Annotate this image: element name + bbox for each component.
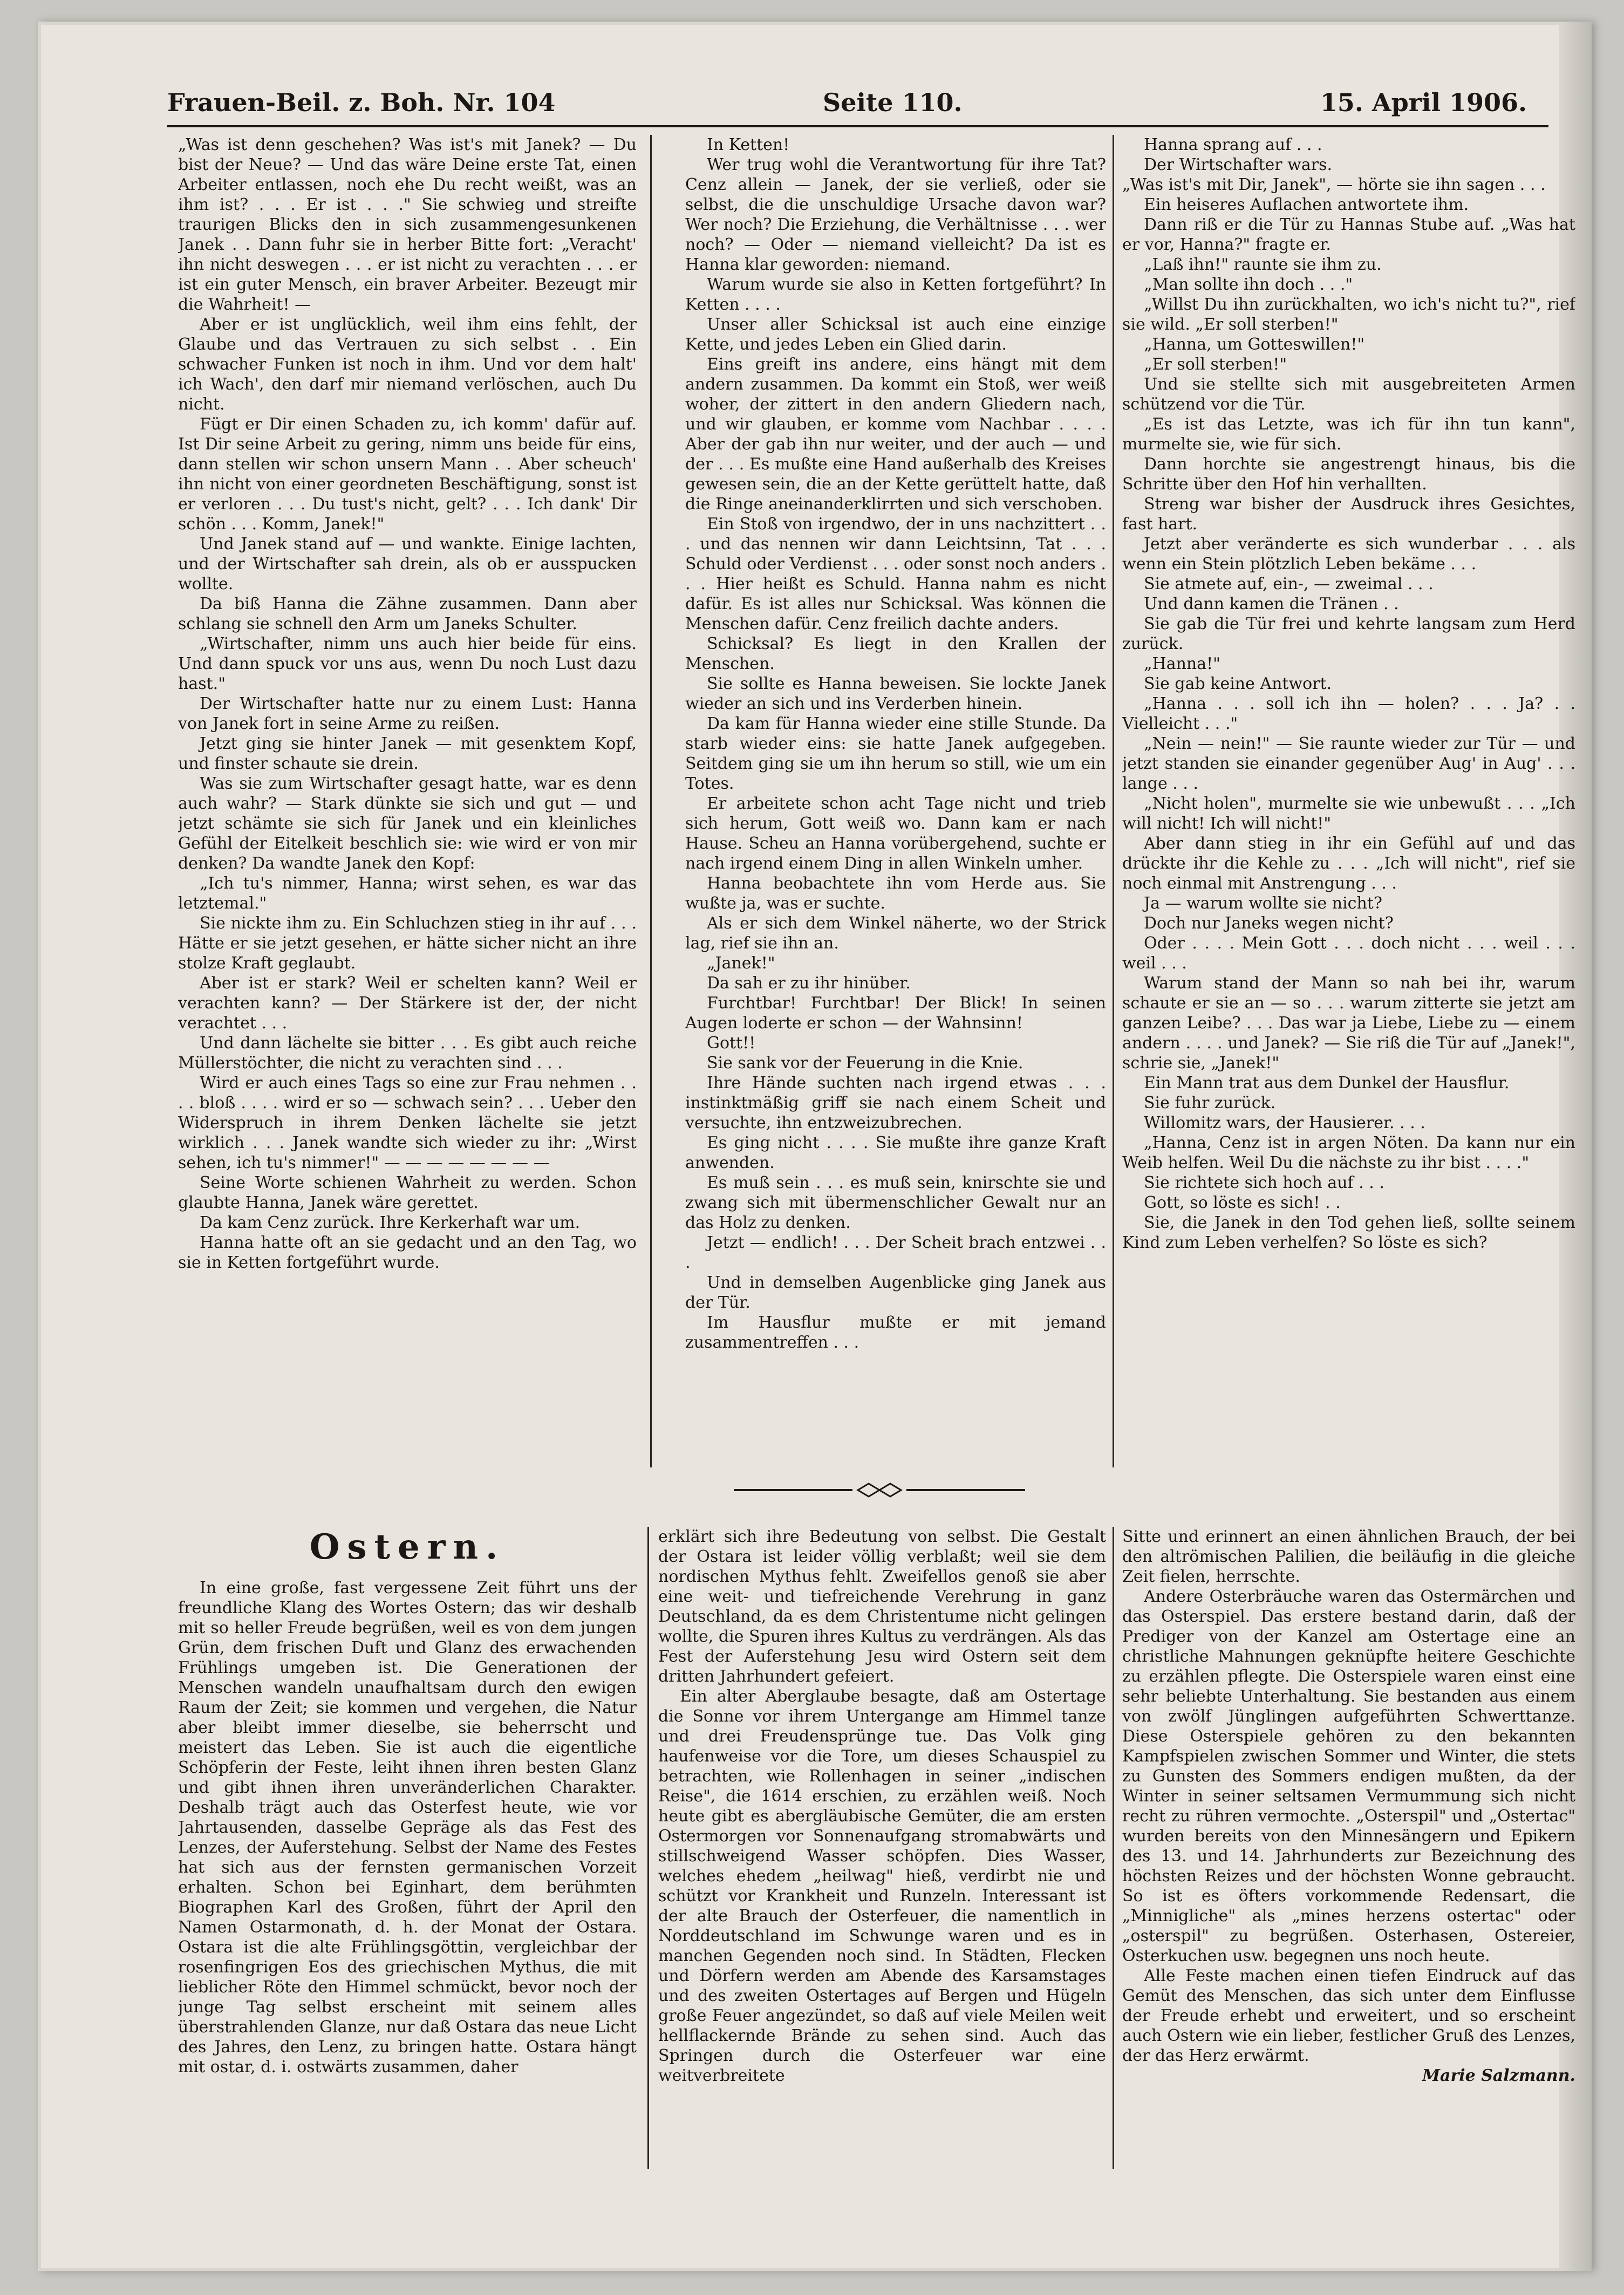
paragraph: Sie fuhr zurück. bbox=[1144, 1094, 1276, 1112]
story-column-1 bbox=[178, 135, 637, 1473]
paragraph: Furchtbar! Furchtbar! Der Blick! In seinen Augen loderte er schon — der Wahnsinn! bbox=[685, 994, 1106, 1033]
paragraph: Und dann kamen die Tränen . . bbox=[1144, 595, 1399, 613]
paragraph: Sie gab die Tür frei und kehrte langsam zum Herd zurück. bbox=[1122, 614, 1575, 653]
paragraph: Sitte und erinnert an einen ähnlichen Brauch, der bei den altrömischen Palilien, die beiläufig in die gleiche Zeit fielen, herrschte. bbox=[1122, 1527, 1575, 1586]
paragraph: Dann riß er die Tür zu Hannas Stube auf. „Was hat er vor, Hanna?" fragte er. bbox=[1122, 215, 1575, 254]
header-date: 15. April 1906. bbox=[1320, 88, 1527, 117]
paragraph: Aber ist er stark? Weil er schelten kann? Weil er verachten kann? — Der Stärkere ist der, der nicht verachtet . . . bbox=[178, 974, 637, 1033]
column-rule bbox=[1113, 135, 1114, 1467]
paragraph: Und in demselben Augenblicke ging Janek aus der Tür. bbox=[685, 1273, 1106, 1312]
paragraph: „Was ist's mit Dir, Janek", — hörte sie ihn sagen . . . bbox=[1122, 175, 1546, 194]
story-column-3 bbox=[1122, 135, 1575, 1473]
paragraph: Gott, so löste es sich! . . bbox=[1144, 1193, 1341, 1212]
column-rule bbox=[1113, 1527, 1114, 2169]
paragraph: „Man sollte ihn doch . . ." bbox=[1144, 275, 1353, 294]
paragraph: Andere Osterbräuche waren das Ostermärchen und das Osterspiel. Das erstere bestand darin, daß der Prediger von der Kanzel am Ostertage eine an christliche Mahnungen geknüpfte heitere Geschichte zu erzählen pflegte. Die Osterspiele waren einst eine sehr beliebte Unterhaltung. Sie bestanden aus einem von zwölf Jünglingen aufgeführten Schwerttanze. Diese Osterspiele gehören zu den bekannten Kampfspielen zwischen Sommer und Winter, die stets zu Gunsten des Sommers endigen mußten, da der Winter in seiner seltsamen Vermummung sich nicht recht zu rühren vermochte. „Osterspil" und „Ostertac" wurden bereits von den Minnesängern und Epikern des 13. und 14. Jahrhunderts zur Bezeichnung des höchsten Reizes und der höchsten Wonne gebraucht. So ist es öfters vorkommende Redensart, die „Minnigliche" als „mines herzens ostertac" oder „osterspil" zu begrüßen. Osterhasen, Ostereier, Osterkuchen usw. begegnen uns noch heute. bbox=[1122, 1587, 1575, 1965]
paragraph: Unser aller Schicksal ist auch eine einzige Kette, und jedes Leben ein Glied darin. bbox=[685, 315, 1106, 354]
paragraph: Als er sich dem Winkel näherte, wo der Strick lag, rief sie ihn an. bbox=[685, 914, 1106, 953]
article-column-1 bbox=[178, 1578, 637, 2177]
paragraph: Der Wirtschafter wars. bbox=[1144, 155, 1333, 174]
paragraph: Gott!! bbox=[707, 1034, 756, 1053]
paragraph: In eine große, fast vergessene Zeit führt uns der freundliche Klang des Wortes Ostern; das wir deshalb mit so heller Freude begrüßen, weil es von dem jungen Grün, dem frischen Duft und Glanz des erwachenden Frühlings umgeben ist. Die Generationen der Menschen wandeln unaufhaltsam durch den ewigen Raum der Zeit; sie kommen und vergehen, die Natur aber bleibt immer dieselbe, sie beherrscht und meistert das Leben. Sie ist auch die eigentliche Schöpferin der Feste, leiht ihnen ihren besten Glanz und gibt ihnen ihren unveränderlichen Charakter. Deshalb trägt auch das Osterfest heute, wie vor Jahrtausenden, dasselbe Gepräge als das Fest des Lenzes, der Auferstehung. Selbst der Name des Festes hat sich aus der fernsten germanischen Vorzeit erhalten. Schon bei Eginhart, dem berühmten Biographen Karl des Großen, führt der April den Namen Ostarmonath, d. h. der Monat der Ostara. Ostara ist die alte Frühlingsgöttin, vergleichbar der rosenfingrigen Eos des griechischen Mythus, die mit lieblicher Röte den Himmel schmückt, bevor noch der junge Tag selbst erscheint mit seinem alles überstrahlenden Glanze, nur daß Ostara das neue Licht des Jahres, den Lenz, zu bringen hatte. Ostara hängt mit ostar, d. i. ostwärts zusammen, daher bbox=[178, 1579, 637, 2077]
paragraph: Da sah er zu ihr hinüber. bbox=[707, 974, 911, 993]
paragraph: Warum wurde sie also in Ketten fortgeführt? In Ketten . . . . bbox=[685, 275, 1106, 314]
paragraph: Aber er ist unglücklich, weil ihm eins fehlt, der Glaube und das Vertrauen zu sich selbst . . Ein schwacher Funken ist noch in ihm. Und vor dem halt' ich Wach', den darf mir niemand verlöschen, auch Du nicht. bbox=[178, 315, 637, 414]
paragraph: Ein Mann trat aus dem Dunkel der Hausflur. bbox=[1144, 1074, 1510, 1092]
ornament-divider bbox=[728, 1479, 1031, 1501]
paragraph: Er arbeitete schon acht Tage nicht und trieb sich herum, Gott weiß wo. Dann kam er nach Hause. Scheu an Hanna vorübergehend, suchte er nach irgend einem Ding in allen Winkeln umher. bbox=[685, 794, 1106, 873]
column-rule bbox=[647, 1527, 649, 2169]
header-page-number: Seite 110. bbox=[823, 88, 963, 117]
article-title: Ostern. bbox=[309, 1527, 506, 1567]
paragraph: In Ketten! bbox=[707, 135, 790, 154]
paragraph: Hanna beobachtete ihn vom Herde aus. Sie wußte ja, was er suchte. bbox=[685, 874, 1106, 913]
paragraph: Sie gab keine Antwort. bbox=[1144, 674, 1332, 693]
paragraph: Es muß sein . . . es muß sein, knirschte sie und zwang sich mit übermenschlicher Gewalt nur an das Holz zu denken. bbox=[685, 1173, 1106, 1232]
paragraph: „Nicht holen", murmelte sie wie unbewußt . . . „Ich will nicht! Ich will nicht!" bbox=[1122, 794, 1575, 833]
paragraph: Es ging nicht . . . . Sie mußte ihre ganze Kraft anwenden. bbox=[685, 1133, 1106, 1172]
paragraph: erklärt sich ihre Bedeutung von selbst. Die Gestalt der Ostara ist leider völlig verblaßt; weil sie dem nordischen Mythus fehlt. Zweifellos genoß sie aber eine weit- und tiefreichende Verehrung in ganz Deutschland, da es dem Christentume nicht gelingen wollte, die Spuren ihres Kultus zu verdrängen. Als das Fest der Auferstehung Jesu wird Ostern seit dem dritten Jahrhundert gefeiert. bbox=[658, 1527, 1106, 1686]
paragraph: Ja — warum wollte sie nicht? bbox=[1144, 894, 1382, 913]
paragraph: Sie atmete auf, ein-, — zweimal . . . bbox=[1144, 575, 1434, 593]
paragraph: „Wirtschafter, nimm uns auch hier beide für eins. Und dann spuck vor uns aus, wenn Du noch Lust dazu hast." bbox=[178, 634, 637, 693]
header-publication: Frauen-Beil. z. Boh. Nr. 104 bbox=[167, 88, 556, 117]
paragraph: Aber dann stieg in ihr ein Gefühl auf und das drückte ihr die Kehle zu . . . „Ich will nicht", rief sie noch einmal mit Anstrengung . . . bbox=[1122, 834, 1575, 893]
paragraph: „Hanna, Cenz ist in argen Nöten. Da kann nur ein Weib helfen. Weil Du die nächste zu ihr bist . . . ." bbox=[1122, 1133, 1575, 1172]
paragraph: Fügt er Dir einen Schaden zu, ich komm' dafür auf. Ist Dir seine Arbeit zu gering, nimm uns beide für eins, dann stellen wir schon unsern Mann . . Aber scheuch' ihn nicht von einer geordneten Beschäftigung, sonst ist er verloren . . . Du tust's nicht, gelt? . . . Ich dank' Dir schön . . . Komm, Janek!" bbox=[178, 415, 637, 534]
paragraph: Willomitz wars, der Hausierer. . . . bbox=[1144, 1114, 1425, 1132]
paragraph: Ein heiseres Auflachen antwortete ihm. bbox=[1144, 195, 1469, 214]
paragraph: Schicksal? Es liegt in den Krallen der Menschen. bbox=[685, 634, 1106, 673]
paragraph: Eins greift ins andere, eins hängt mit dem andern zusammen. Da kommt ein Stoß, wer weiß woher, der zittert in den andern Gliedern nach, und wir glauben, er komme vom Nachbar . . . . Aber der gab ihn nur weiter, und der auch — und der . . . Es mußte eine Hand außerhalb des Kreises gewesen sein, die an der Kette gerüttelt hatte, daß die Ringe aneinanderklirrten und sich verschoben. bbox=[685, 355, 1106, 514]
paragraph: „Janek!" bbox=[707, 954, 775, 973]
article-column-3 bbox=[1122, 1527, 1575, 2177]
paragraph: „Willst Du ihn zurückhalten, wo ich's nicht tu?", rief sie wild. „Er soll sterben!" bbox=[1122, 295, 1575, 334]
paragraph: „Ich tu's nimmer, Hanna; wirst sehen, es war das letztemal." bbox=[178, 874, 637, 913]
paragraph: Sie, die Janek in den Tod gehen ließ, sollte seinem Kind zum Leben verhelfen? So löste es sich? bbox=[1122, 1213, 1575, 1252]
paragraph: „Hanna, um Gotteswillen!" bbox=[1144, 335, 1365, 354]
paragraph: „Hanna!" bbox=[1144, 654, 1220, 673]
paragraph: Hanna hatte oft an sie gedacht und an den Tag, wo sie in Ketten fortgeführt wurde. bbox=[178, 1233, 637, 1272]
paragraph: Da kam für Hanna wieder eine stille Stunde. Da starb wieder eins: sie hatte Janek aufgegeben. Seitdem ging sie um ihn herum so still, wie um ein Totes. bbox=[685, 714, 1106, 793]
paragraph: Oder . . . . Mein Gott . . . doch nicht . . . weil . . . weil . . . bbox=[1122, 934, 1575, 973]
paragraph: „Was ist denn geschehen? Was ist's mit Janek? — Du bist der Neue? — Und das wäre Deine erste Tat, einen Arbeiter entlassen, noch ehe Du recht weißt, was an ihm ist? . . . Er ist . . ." Sie schwieg und streifte traurigen Blicks den in sich zusammengesunkenen Janek . . Dann fuhr sie in herber Bitte fort: „Veracht' ihn nicht deswegen . . . er ist nicht zu verachten . . . er ist ein guter Mensch, ein braver Arbeiter. Bezeugt mir die Wahrheit! — bbox=[178, 135, 637, 314]
paragraph: Da kam Cenz zurück. Ihre Kerkerhaft war um. bbox=[200, 1213, 581, 1232]
paragraph: Alle Feste machen einen tiefen Eindruck auf das Gemüt des Menschen, das sich unter dem Einflusse der Freude erhebt und erweitert, und so erscheint auch Ostern wie ein lieber, festlicher Gruß des Lenzes, der das Herz erwärmt. bbox=[1122, 1966, 1575, 2065]
paragraph: „Es ist das Letzte, was ich für ihn tun kann", murmelte sie, wie für sich. bbox=[1122, 415, 1575, 454]
paragraph: Ihre Hände suchten nach irgend etwas . . . instinktmäßig griff sie nach einem Scheit und versuchte, ihn entzweizubrechen. bbox=[685, 1074, 1106, 1132]
paragraph: Jetzt aber veränderte es sich wunderbar . . . als wenn ein Stein plötzlich Leben bekäme . . . bbox=[1122, 535, 1575, 573]
paragraph: Sie sollte es Hanna beweisen. Sie lockte Janek wieder an sich und ins Verderben hinein. bbox=[685, 674, 1106, 713]
author-signature: Marie Salzmann. bbox=[1422, 2066, 1575, 2085]
paragraph: Jetzt ging sie hinter Janek — mit gesenktem Kopf, und finster schaute sie drein. bbox=[178, 734, 637, 773]
column-rule bbox=[650, 135, 652, 1467]
paragraph: Ein alter Aberglaube besagte, daß am Ostertage die Sonne vor ihrem Untergange am Himmel tanze und drei Freudensprünge tue. Das Volk ging haufenweise vor die Tore, um dieses Schauspiel zu betrachten, wie Rollenhagen in seiner „indischen Reise", die 1614 erschien, zu erzählen weiß. Noch heute gibt es abergläubische Gemüter, die am ersten Ostermorgen vor Sonnenaufgang stromabwärts und stillschweigend Wasser schöpfen. Dies Wasser, welches ehedem „heilwag" hieß, verdirbt nie und schützt vor Krankheit und Runzeln. Interessant ist der alte Brauch der Osterfeuer, die namentlich in Norddeutschland im Schwunge waren und es in manchen Gegenden noch sind. In Städten, Flecken und Dörfern werden am Abende des Karsamstages und des zweiten Ostertages auf Bergen und Hügeln große Feuer angezündet, so daß auf viele Meilen weit hellflackernde Brände zu sehen sind. Auch das Springen durch die Osterfeuer war eine weitverbreitete bbox=[658, 1687, 1106, 2085]
paragraph: Wer trug wohl die Verantwortung für ihre Tat? Cenz allein — Janek, der sie verließ, oder sie selbst, die die unschuldige Ursache davon war? Wer noch? Die Erziehung, die Verhältnisse . . . wer noch? — Oder — niemand vielleicht? Da ist es Hanna klar geworden: niemand. bbox=[685, 155, 1106, 274]
paragraph: Sie nickte ihm zu. Ein Schluchzen stieg in ihr auf . . . Hätte er sie jetzt gesehen, er hätte sicher nicht an ihre stolze Kraft geglaubt. bbox=[178, 914, 637, 973]
paragraph: Doch nur Janeks wegen nicht? bbox=[1144, 914, 1394, 933]
paragraph: Und sie stellte sich mit ausgebreiteten Armen schützend vor die Tür. bbox=[1122, 375, 1575, 414]
paragraph: Und Janek stand auf — und wankte. Einige lachten, und der Wirtschafter sah drein, als ob er ausspucken wollte. bbox=[178, 535, 637, 593]
paragraph: Ein Stoß von irgendwo, der in uns nachzittert . . . und das nennen wir dann Leichtsinn, Tat . . . Schuld oder Verdienst . . . oder sonst noch anders . . . Hier heißt es Schuld. Hanna nahm es nicht dafür. Es ist alles nur Schicksal. Was können die Menschen dafür. Cenz freilich dachte anders. bbox=[685, 515, 1106, 633]
paragraph: Was sie zum Wirtschafter gesagt hatte, war es denn auch wahr? — Stark dünkte sie sich und gut — und jetzt schämte sie sich für Janek und ein kleinliches Gefühl der Eitelkeit beschlich sie: wie wird er von mir denken? Da wandte Janek den Kopf: bbox=[178, 774, 637, 873]
paragraph: „Laß ihn!" raunte sie ihm zu. bbox=[1144, 255, 1382, 274]
paragraph: „Nein — nein!" — Sie raunte wieder zur Tür — und jetzt standen sie einander gegenüber Aug' in Aug' . . . lange . . . bbox=[1122, 734, 1575, 793]
story-column-2 bbox=[685, 135, 1106, 1473]
paragraph: Streng war bisher der Ausdruck ihres Gesichtes, fast hart. bbox=[1122, 495, 1575, 534]
page-header bbox=[167, 81, 1548, 124]
paragraph: Sie richtete sich hoch auf . . . bbox=[1144, 1173, 1384, 1192]
paragraph: Im Hausflur mußte er mit jemand zusammentreffen . . . bbox=[685, 1313, 1106, 1352]
paragraph: „Er soll sterben!" bbox=[1144, 355, 1287, 374]
paragraph: Sie sank vor der Feuerung in die Knie. bbox=[707, 1054, 1023, 1073]
header-rule bbox=[167, 125, 1548, 127]
paragraph: Wird er auch eines Tags so eine zur Frau nehmen . . . . bloß . . . . wird er so — schwach sein? . . . Ueber den Widerspruch in ihrem Denken lächelte sie jetzt wirklich . . . Janek wandte sich wieder zu ihr: „Wirst sehen, ich tu's nimmer!" — — — — — — — — bbox=[178, 1074, 637, 1172]
paragraph: „Hanna . . . soll ich ihn — holen? . . . Ja? . . Vielleicht . . ." bbox=[1122, 694, 1575, 733]
paragraph: Warum stand der Mann so nah bei ihr, warum schaute er sie an — so . . . warum zitterte sie jetzt am ganzen Leibe? . . . Das war ja Liebe, Liebe zu — einem andern . . . . und Janek? — Sie riß die Tür auf „Janek!", schrie sie, „Janek!" bbox=[1122, 974, 1575, 1073]
paragraph: Und dann lächelte sie bitter . . . Es gibt auch reiche Müllerstöchter, die nicht zu verachten sind . . . bbox=[178, 1034, 637, 1073]
paragraph: Hanna sprang auf . . . bbox=[1144, 135, 1322, 154]
paragraph: Jetzt — endlich! . . . Der Scheit brach entzwei . . . bbox=[685, 1233, 1106, 1272]
paragraph: Der Wirtschafter hatte nur zu einem Lust: Hanna von Janek fort in seine Arme zu reißen. bbox=[178, 694, 637, 733]
article-column-2 bbox=[658, 1527, 1106, 2177]
paragraph: Seine Worte schienen Wahrheit zu werden. Schon glaubte Hanna, Janek wäre gerettet. bbox=[178, 1173, 637, 1212]
paragraph: Dann horchte sie angestrengt hinaus, bis die Schritte über den Hof hin verhallten. bbox=[1122, 455, 1575, 494]
paragraph: Da biß Hanna die Zähne zusammen. Dann aber schlang sie schnell den Arm um Janeks Schulter. bbox=[178, 595, 637, 633]
